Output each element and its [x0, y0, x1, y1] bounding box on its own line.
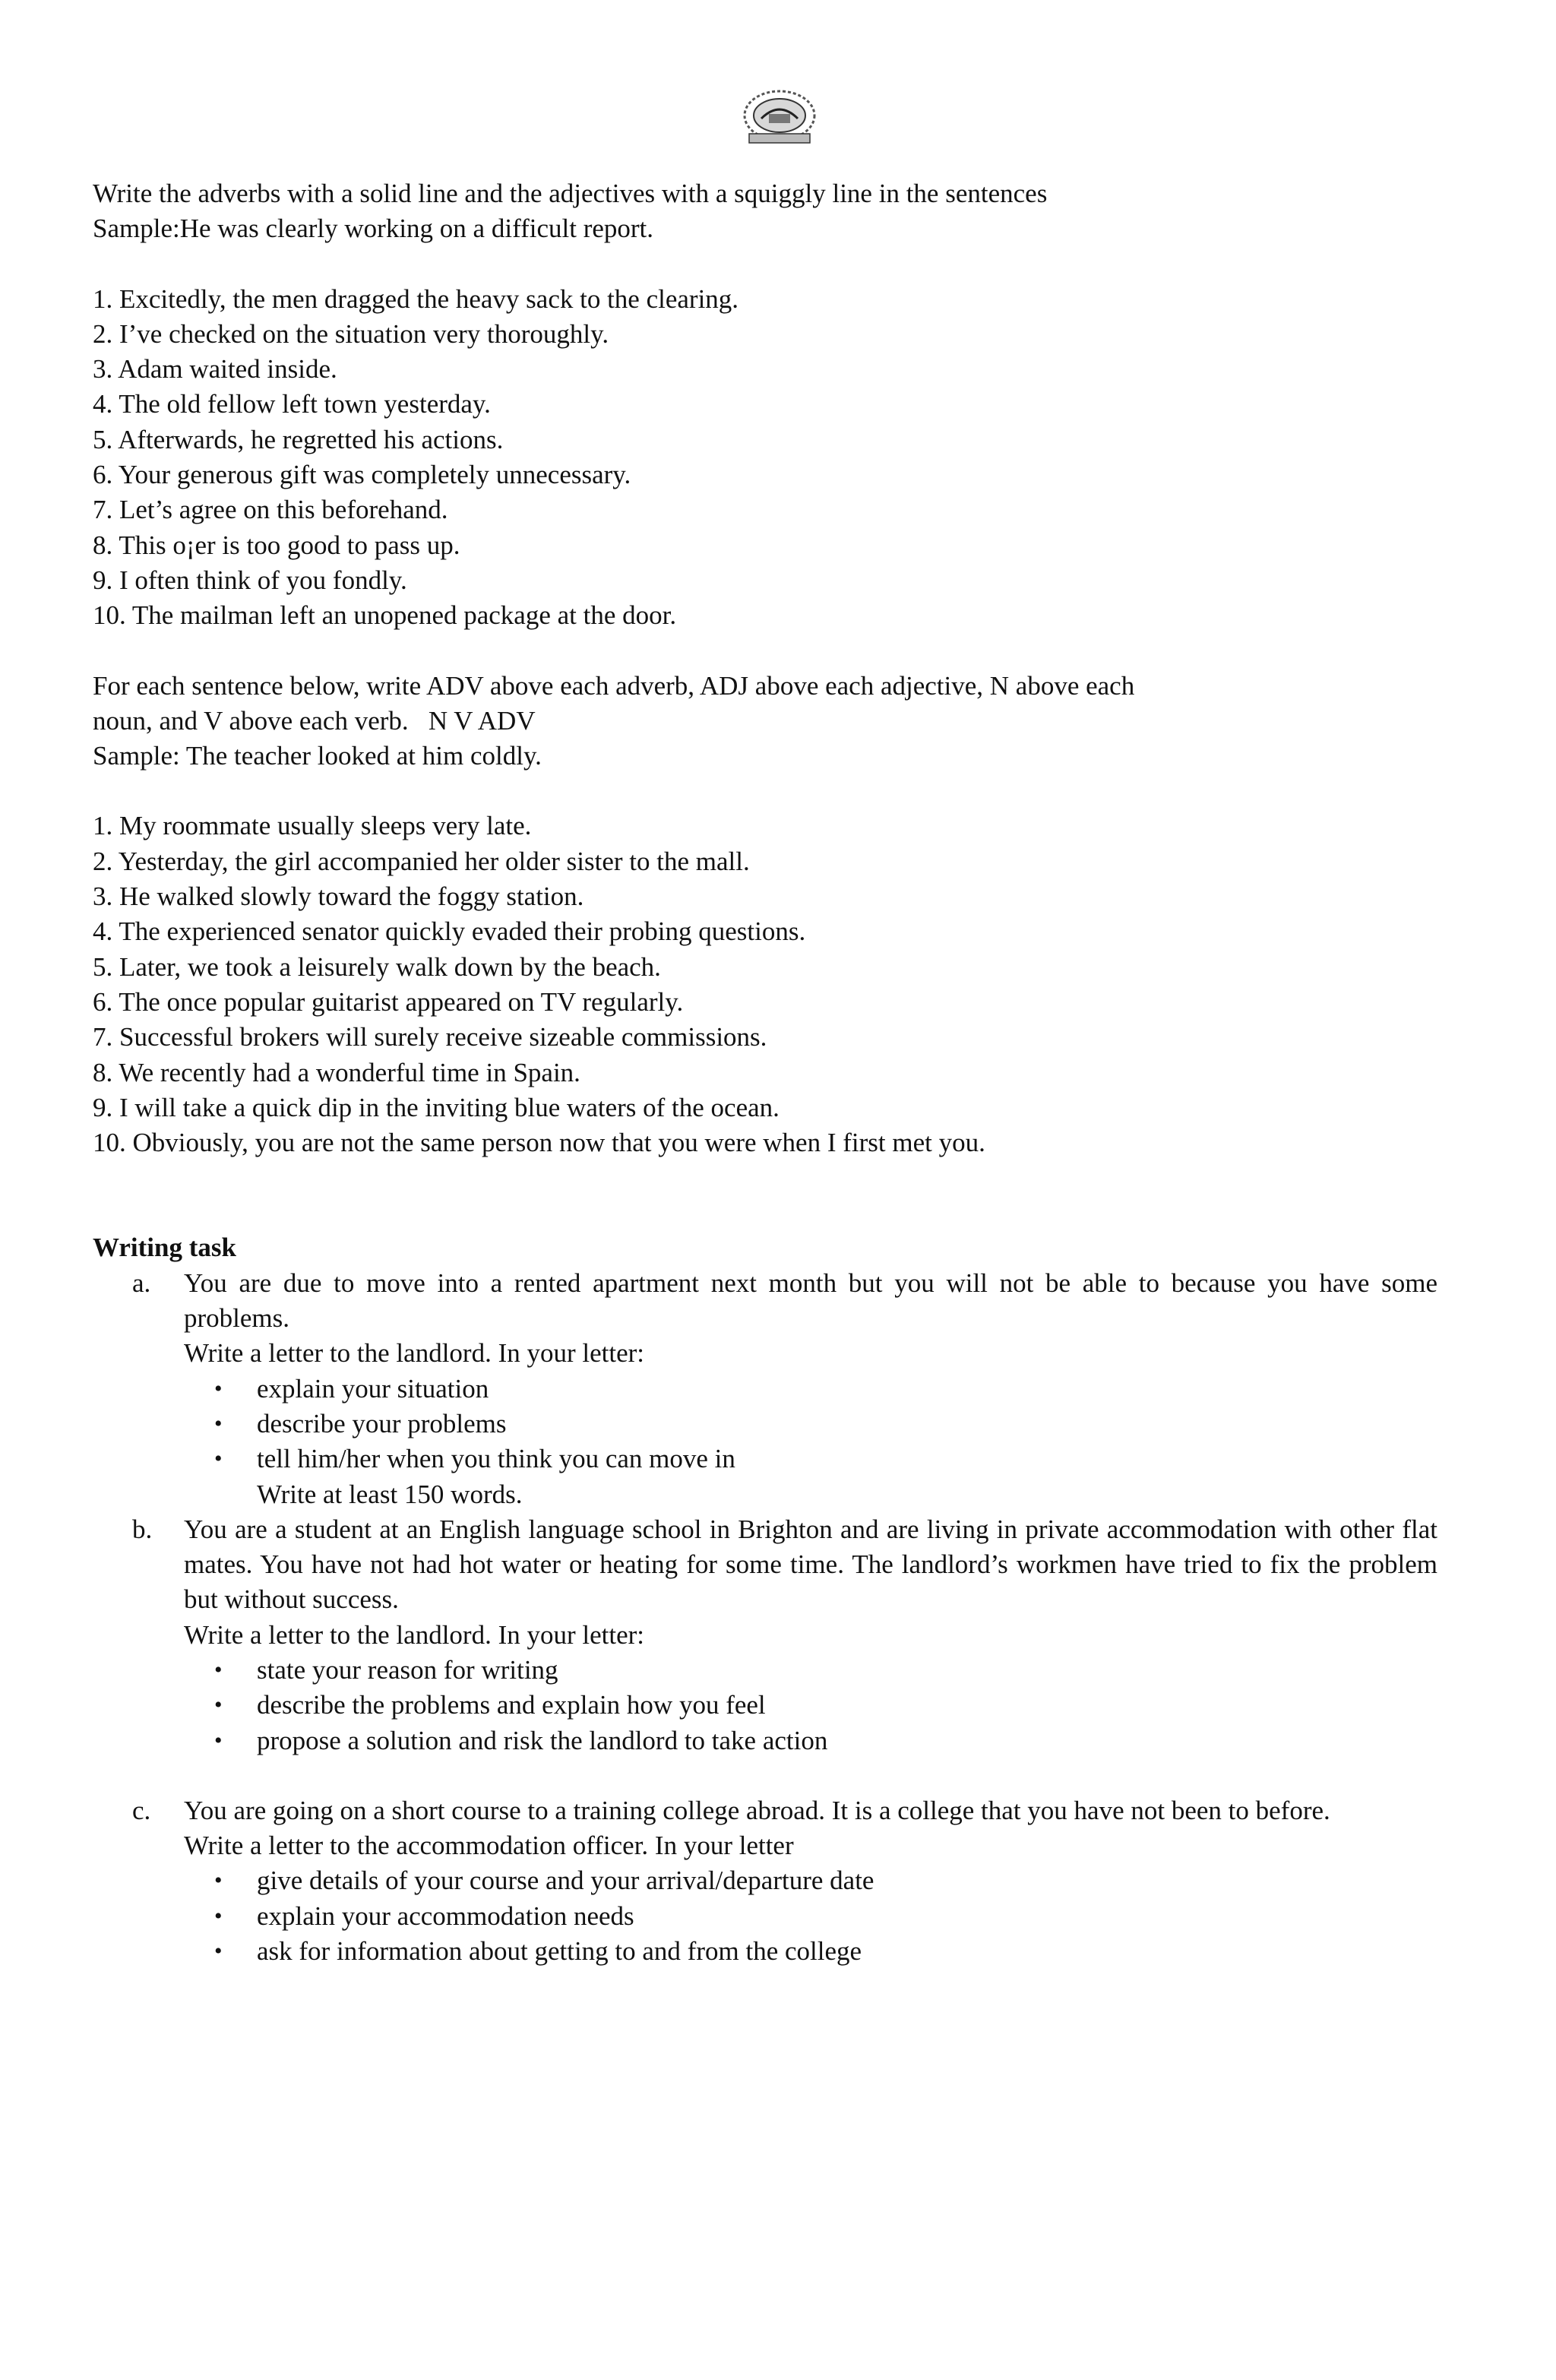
exercise1-item: 4. The old fellow left town yesterday.	[93, 389, 491, 419]
exercise2-item: 6. The once popular guitarist appeared on TV regularly.	[93, 986, 684, 1017]
exercise2-item: 1. My roommate usually sleeps very late.	[93, 811, 532, 841]
exercise1-item: 2. I’ve checked on the situation very thoroughly.	[93, 318, 609, 349]
exercise2-instruction: noun, and V above each verb. N V ADV	[93, 705, 536, 736]
exercise2-item: 3. He walked slowly toward the foggy station.	[93, 881, 584, 912]
exercise1-item: 7. Let’s agree on this beforehand.	[93, 495, 448, 525]
bullet-item: • explain your accommodation needs	[257, 1899, 1437, 1934]
bullet-item: • tell him/her when you think you can move in	[257, 1442, 1437, 1476]
bullet-item: • state your reason for writing	[257, 1653, 1437, 1688]
writing-task-c	[93, 1793, 1437, 1969]
exercise2-item: 5. Later, we took a leisurely walk down by the beach.	[93, 951, 661, 982]
exercise1-item: 1. Excitedly, the men dragged the heavy sack to the clearing.	[93, 283, 739, 314]
task-description: You are going on a short course to a training college abroad. It is a college that you have not been to before.	[184, 1795, 1330, 1825]
bullet-item: • explain your situation	[257, 1372, 1437, 1407]
bullet-item: • give details of your course and your arrival/departure date	[257, 1863, 1437, 1898]
exercise2-sample: Sample: The teacher looked at him coldly.	[93, 741, 542, 771]
task-bullet-list	[184, 1653, 1437, 1758]
task-description: You are due to move into a rented apartment next month but you will not be able to because you have some problems.	[184, 1268, 1437, 1334]
bullet-item: • propose a solution and risk the landlord to take action	[257, 1723, 1437, 1758]
exercise1-item: 5. Afterwards, he regretted his actions.	[93, 424, 504, 454]
exercise2-item: 7. Successful brokers will surely receive sizeable commissions.	[93, 1022, 767, 1052]
exercise1-sample: Sample:He was clearly working on a difficult report.	[93, 214, 654, 244]
task-bullet-list	[184, 1372, 1437, 1477]
exercise1-instruction: Write the adverbs with a solid line and the adjectives with a squiggly line in the sentences	[93, 179, 1048, 208]
exercise1-item: 3. Adam waited inside.	[93, 354, 337, 385]
task-instruction: Write a letter to the landlord. In your letter:	[184, 1619, 645, 1650]
exercise2-item: 2. Yesterday, the girl accompanied her older sister to the mall.	[93, 846, 750, 876]
bullet-item: • describe the problems and explain how you feel	[257, 1688, 1437, 1723]
exercise2-item: 4. The experienced senator quickly evaded their probing questions.	[93, 916, 806, 947]
task-instruction: Write a letter to the landlord. In your letter:	[184, 1338, 645, 1369]
word-count-note: Write at least 150 words.	[257, 1479, 523, 1509]
school-logo	[738, 85, 821, 147]
task-letter: a.	[132, 1268, 151, 1298]
writing-task-heading: Writing task	[93, 1233, 236, 1263]
worksheet	[93, 176, 1437, 1969]
exercise2-instruction: For each sentence below, write ADV above each adverb, ADJ above each adjective, N above each	[93, 670, 1135, 701]
exercise2-item: 10. Obviously, you are not the same person now that you were when I first met you.	[93, 1128, 985, 1158]
bullet-item: • describe your problems	[257, 1407, 1437, 1442]
task-description: You are a student at an English language school in Brighton and are living in private accommodation with other flat mates. You have not had hot water or heating for some time. The landlord’s workmen have tried to fix the problem but without success.	[184, 1514, 1437, 1615]
exercise1-item: 8. This o¡er is too good to pass up.	[93, 530, 460, 560]
task-instruction: Write a letter to the accommodation officer. In your letter	[184, 1831, 794, 1861]
exercise2-item: 9. I will take a quick dip in the inviting blue waters of the ocean.	[93, 1092, 780, 1122]
exercise2-item: 8. We recently had a wonderful time in Spain.	[93, 1057, 580, 1087]
task-letter: c.	[132, 1795, 151, 1825]
task-letter: b.	[132, 1514, 153, 1544]
task-bullet-list	[184, 1863, 1437, 1969]
exercise1-item: 9. I often think of you fondly.	[93, 565, 407, 595]
writing-task-b	[93, 1512, 1437, 1758]
writing-task-a	[93, 1266, 1437, 1512]
exercise1-item: 6. Your generous gift was completely unnecessary.	[93, 460, 631, 490]
bullet-item: • ask for information about getting to and from the college	[257, 1934, 1437, 1969]
exercise1-item: 10. The mailman left an unopened package at the door.	[93, 600, 677, 631]
